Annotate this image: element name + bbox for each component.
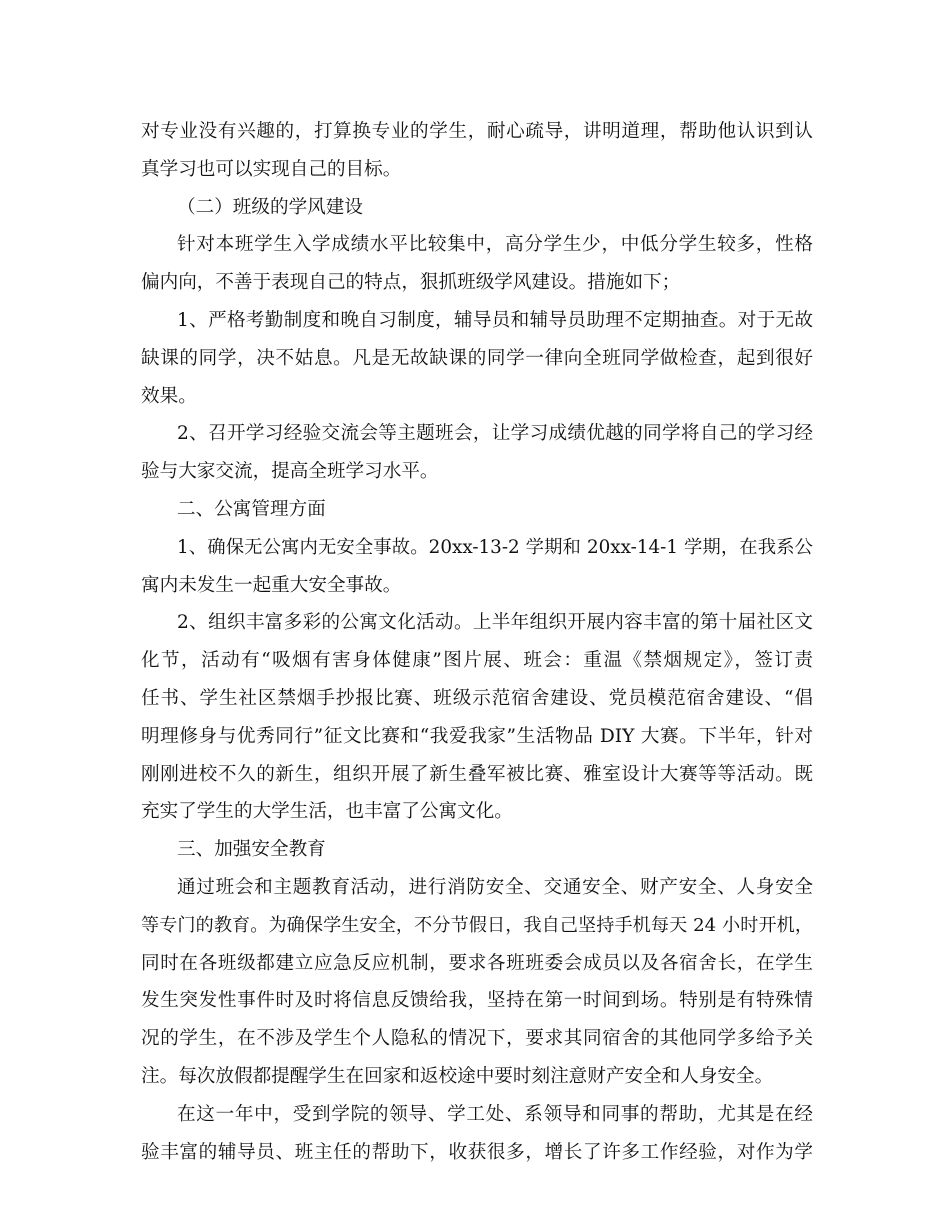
text-line: 三、加强安全教育 [177, 839, 326, 861]
text-line: 发生突发性事件时及时将信息反馈给我，坚持在第一时间到场。特别是有特殊情 [141, 990, 813, 1012]
text-line: 对专业没有兴趣的，打算换专业的学生，耐心疏导，讲明道理，帮助他认识到认 [141, 121, 813, 142]
text-line: 任书、学生社区禁烟手抄报比赛、班级示范宿舍建设、党员模范宿舍建设、“倡 [141, 687, 813, 709]
text-line: 缺课的同学，决不姑息。凡是无故缺课的同学一律向全班同学做检查，起到很好 [141, 347, 813, 369]
text-line: 2、召开学习经验交流会等主题班会，让学习成绩优越的同学将自己的学习经 [177, 423, 813, 445]
text-line: 况的学生，在不涉及学生个人隐私的情况下，要求其同宿舍的其他同学多给予关 [141, 1028, 813, 1050]
text-line: 2、组织丰富多彩的公寓文化活动。上半年组织开展内容丰富的第十届社区文 [177, 612, 813, 634]
text-line: 同时在各班级都建立应急反应机制，要求各班班委会成员以及各宿舍长，在学生 [141, 952, 813, 974]
text-line: 验丰富的辅导员、班主任的帮助下，收获很多，增长了许多工作经验，对作为学 [141, 1141, 813, 1163]
text-line: 明理修身与优秀同行”征文比赛和“我爱我家”生活物品 DIY 大赛。下半年，针对 [141, 725, 813, 747]
text-line: 寓内未发生一起重大安全事故。 [141, 574, 402, 596]
text-line: 充实了学生的大学生活，也丰富了公寓文化。 [141, 801, 513, 823]
text-line: （二）班级的学风建设 [177, 196, 363, 218]
text-line: 刚刚进校不久的新生，组织开展了新生叠军被比赛、雅室设计大赛等等活动。既 [141, 763, 813, 785]
text-line: 1、严格考勤制度和晚自习制度，辅导员和辅导员助理不定期抽查。对于无故 [177, 309, 813, 331]
text-line: 等专门的教育。为确保学生安全，不分节假日，我自己坚持手机每天 24 小时开机， [141, 914, 813, 936]
text-line: 1、确保无公寓内无安全事故。20xx-13-2 学期和 20xx-14-1 学期，在我系公 [177, 536, 813, 558]
text-line: 针对本班学生入学成绩水平比较集中，高分学生少，中低分学生较多，性格 [177, 234, 813, 256]
text-line: 效果。 [141, 385, 197, 407]
text-line: 二、公寓管理方面 [177, 498, 326, 520]
text-line: 通过班会和主题教育活动，进行消防安全、交通安全、财产安全、人身安全 [177, 876, 813, 898]
text-line: 注。每次放假都提醒学生在回家和返校途中要时刻注意财产安全和人身安全。 [141, 1065, 774, 1087]
text-line: 真学习也可以实现自己的目标。 [141, 158, 402, 180]
text-line: 偏内向，不善于表现自己的特点，狠抓班级学风建设。措施如下； [141, 272, 681, 294]
text-line: 在这一年中，受到学院的领导、学工处、系领导和同事的帮助，尤其是在经 [177, 1103, 813, 1125]
text-line: 验与大家交流，提高全班学习水平。 [141, 461, 439, 483]
document-body [141, 113, 813, 1171]
text-line: 化节，活动有“吸烟有害身体健康”图片展、班会：重温《禁烟规定》，签订责 [141, 650, 813, 672]
